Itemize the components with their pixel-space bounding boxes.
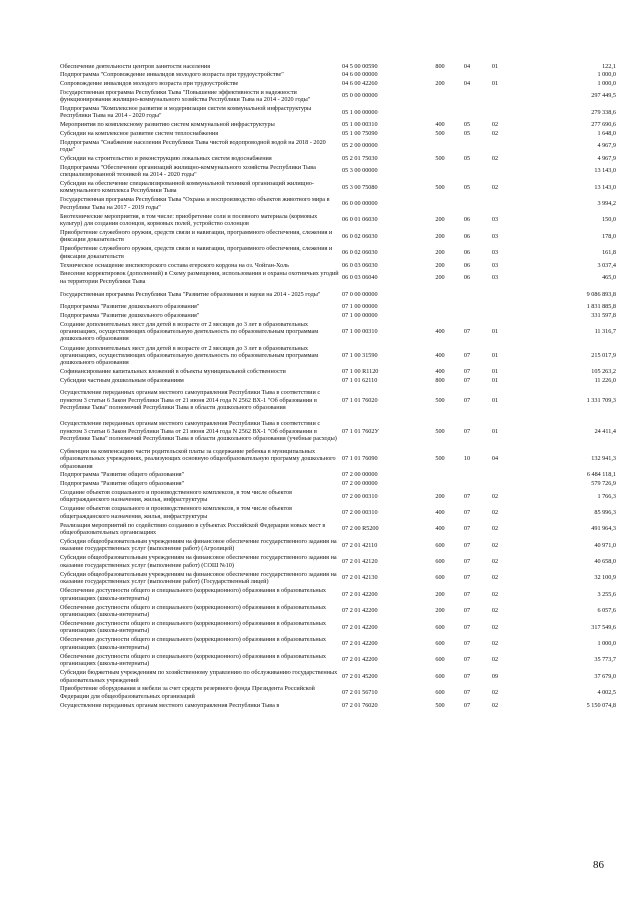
target-article-code: 04 6 00 00000 bbox=[342, 71, 378, 79]
table-row bbox=[60, 603, 620, 619]
amount: 465,0 bbox=[602, 274, 616, 282]
table-row bbox=[60, 376, 620, 385]
row-name: Государственная программа Республики Тыва "Охрана и воспроизводство объектов животного мира в Республике Тыва на 2017 - 2019 годы" bbox=[60, 196, 330, 211]
target-article-code: 05 2 00 00000 bbox=[342, 142, 378, 150]
row-name: Техническое оснащение инспекторского состава егерского кордона на оз. Чойган-Холь bbox=[60, 261, 289, 269]
section-code: 07 bbox=[463, 492, 471, 500]
amount: 3 037,4 bbox=[597, 261, 616, 269]
subsection-code: 02 bbox=[491, 154, 499, 162]
section-code: 07 bbox=[463, 656, 471, 664]
table-row bbox=[60, 245, 620, 261]
row-name: Мероприятия по комплексному развитию систем коммунальной инфраструктуры bbox=[60, 121, 275, 129]
amount: 4 002,5 bbox=[597, 689, 616, 697]
table-row bbox=[60, 471, 620, 480]
target-article-code: 07 2 01 45200 bbox=[342, 672, 378, 680]
amount: 1 766,3 bbox=[597, 492, 616, 500]
amount: 277 690,6 bbox=[591, 121, 616, 129]
amount: 3 994,2 bbox=[597, 200, 616, 207]
amount: 491 964,3 bbox=[591, 525, 616, 533]
row-name: Субсидии на обеспечение специализированной коммунальной техникой организаций жилищно-коммунального комплекса Республики Тыва bbox=[60, 179, 314, 195]
amount: 1 000,0 bbox=[597, 640, 616, 648]
row-name: Обеспечение деятельности центров занятости населения bbox=[60, 62, 211, 70]
target-article-code: 05 1 00 00310 bbox=[342, 121, 378, 129]
section-code: 07 bbox=[463, 701, 471, 709]
target-article-code: 07 2 00 00310 bbox=[342, 492, 378, 500]
row-name: Подпрограмма "Сопровождение инвалидов молодого возраста при трудоустройстве" bbox=[60, 71, 284, 79]
expense-type: 600 bbox=[435, 656, 445, 664]
section-code: 07 bbox=[463, 351, 471, 359]
amount: 1 331 709,3 bbox=[586, 396, 616, 404]
expense-type: 500 bbox=[435, 455, 445, 463]
row-name: Субсидии общеобразовательным учреждениям на финансовое обеспечение государственного задания на оказание государственных услуг (выполнение работ) (Государственный лицей) bbox=[60, 570, 337, 586]
amount: 40 658,0 bbox=[594, 558, 616, 566]
table-row bbox=[60, 504, 620, 520]
expense-type: 800 bbox=[435, 376, 445, 384]
expense-type: 200 bbox=[435, 79, 445, 87]
target-article-code: 07 2 01 56710 bbox=[342, 689, 378, 697]
row-name: Подпрограмма "Развитие общего образования" bbox=[60, 480, 185, 488]
section-code: 07 bbox=[463, 368, 471, 376]
target-article-code: 07 2 01 42120 bbox=[342, 558, 378, 566]
amount: 215 017,9 bbox=[591, 351, 616, 359]
expense-type: 600 bbox=[435, 640, 445, 648]
target-article-code: 06 0 03 06030 bbox=[342, 261, 378, 269]
table-row bbox=[60, 270, 620, 286]
target-article-code: 06 0 01 06030 bbox=[342, 216, 378, 224]
row-name: Приобретение служебного оружия, средств связи и навигации, программного обеспечения, слежения и фиксации доказательств bbox=[60, 229, 333, 244]
expense-type: 400 bbox=[435, 525, 445, 533]
subsection-code: 01 bbox=[491, 376, 499, 384]
amount: 13 143,0 bbox=[594, 183, 616, 191]
row-name: Создание объектов социального и производственного комплексов, в том числе объектов общегражданского назначения, жилья, инфраструктуры bbox=[60, 488, 293, 504]
target-article-code: 07 1 01 76020 bbox=[342, 396, 378, 404]
expense-type: 500 bbox=[435, 701, 445, 709]
target-article-code: 06 0 00 00000 bbox=[342, 200, 378, 207]
target-article-code: 07 2 01 42200 bbox=[342, 590, 378, 598]
expense-type: 200 bbox=[435, 261, 445, 269]
subsection-code: 01 bbox=[491, 351, 499, 359]
target-article-code: 06 0 02 06030 bbox=[342, 232, 378, 240]
table-row bbox=[60, 344, 620, 368]
target-article-code: 05 0 00 00000 bbox=[342, 92, 378, 100]
amount: 85 996,3 bbox=[594, 508, 616, 516]
subsection-code: 02 bbox=[491, 541, 499, 549]
amount: 24 411,4 bbox=[594, 427, 616, 435]
table-row bbox=[60, 138, 620, 154]
subsection-code: 02 bbox=[491, 656, 499, 664]
table-row bbox=[60, 320, 620, 344]
row-name: Создание дополнительных мест для детей в возрасте от 2 месяцев до 3 лет в образовательных организациях, осуществляющих образовательную деятельность по образовательным программам дошкольного образования bbox=[60, 320, 319, 343]
subsection-code: 01 bbox=[491, 396, 499, 404]
section-code: 07 bbox=[463, 640, 471, 648]
table-row bbox=[60, 129, 620, 138]
subsection-code: 03 bbox=[491, 249, 499, 257]
row-name: Осуществление переданных органам местного самоуправления Республики Тыва в bbox=[60, 701, 280, 709]
table-row bbox=[60, 488, 620, 504]
amount: 11 226,0 bbox=[594, 376, 616, 384]
section-code: 06 bbox=[463, 232, 471, 240]
target-article-code: 07 2 01 76020 bbox=[342, 701, 378, 709]
section-code: 07 bbox=[463, 525, 471, 533]
row-name: Субсидии на комплексное развитие систем теплоснабжения bbox=[60, 129, 219, 137]
section-code: 07 bbox=[463, 623, 471, 631]
subsection-code: 02 bbox=[491, 590, 499, 598]
amount: 317 549,6 bbox=[591, 623, 616, 631]
row-name: Подпрограмма "Развитие общего образования" bbox=[60, 471, 185, 479]
table-row bbox=[60, 311, 620, 320]
subsection-code: 04 bbox=[491, 455, 499, 463]
row-name: Подпрограмма "Комплексное развитие и модернизация систем коммунальной инфраструктуры Республики Тыва на 2014 - 2020 годы" bbox=[60, 104, 312, 120]
target-article-code: 07 1 01 7602У bbox=[342, 427, 379, 435]
section-code: 05 bbox=[463, 129, 471, 137]
amount: 161,8 bbox=[602, 249, 616, 257]
expense-type: 500 bbox=[435, 154, 445, 162]
expense-type: 600 bbox=[435, 574, 445, 582]
section-code: 07 bbox=[463, 574, 471, 582]
section-code: 10 bbox=[463, 455, 471, 463]
row-name: Обеспечение доступности общего и специального (коррекционного) образования в образовательных организациях (школы-интернаты) bbox=[60, 652, 326, 668]
section-code: 04 bbox=[463, 62, 471, 70]
table-row bbox=[60, 636, 620, 652]
subsection-code: 03 bbox=[491, 232, 499, 240]
row-name: Субсидии на строительство и реконструкцию локальных систем водоснабжения bbox=[60, 154, 272, 162]
amount: 35 773,7 bbox=[594, 656, 616, 664]
amount: 13 143,0 bbox=[594, 167, 616, 175]
budget-table bbox=[60, 62, 620, 710]
table-row bbox=[60, 652, 620, 668]
table-row bbox=[60, 586, 620, 602]
expense-type: 500 bbox=[435, 129, 445, 137]
amount: 37 679,0 bbox=[594, 672, 616, 680]
section-code: 06 bbox=[463, 216, 471, 224]
table-row bbox=[60, 385, 620, 416]
row-name: Обеспечение доступности общего и специального (коррекционного) образования в образовательных организациях (школы-интернаты) bbox=[60, 619, 326, 635]
target-article-code: 05 1 00 75090 bbox=[342, 129, 378, 137]
target-article-code: 07 0 00 00000 bbox=[342, 290, 378, 298]
table-row bbox=[60, 521, 620, 537]
expense-type: 200 bbox=[435, 216, 445, 224]
subsection-code: 02 bbox=[491, 607, 499, 615]
table-row bbox=[60, 228, 620, 244]
table-row bbox=[60, 154, 620, 163]
amount: 40 971,0 bbox=[594, 541, 616, 549]
amount: 1 000,0 bbox=[597, 79, 616, 87]
row-name: Субсидии частным дошкольным образованиям bbox=[60, 376, 184, 384]
section-code: 05 bbox=[463, 121, 471, 129]
target-article-code: 05 3 00 00000 bbox=[342, 167, 378, 175]
target-article-code: 07 2 01 42200 bbox=[342, 623, 378, 631]
section-code: 07 bbox=[463, 672, 471, 680]
subsection-code: 03 bbox=[491, 274, 499, 282]
row-name: Приобретение оборудования и мебели за счет средств резервного фонда Президента Российской Федерации для общеобразовательных организаций bbox=[60, 685, 315, 700]
section-code: 06 bbox=[463, 274, 471, 282]
target-article-code: 07 1 00 R1120 bbox=[342, 368, 379, 376]
table-row bbox=[60, 416, 620, 447]
target-article-code: 06 0 03 06040 bbox=[342, 274, 378, 282]
row-name: Подпрограмма "Развитие дошкольного образования" bbox=[60, 303, 200, 311]
expense-type: 200 bbox=[435, 232, 445, 240]
amount: 279 338,6 bbox=[591, 108, 616, 116]
subsection-code: 02 bbox=[491, 640, 499, 648]
subsection-code: 01 bbox=[491, 427, 499, 435]
table-row bbox=[60, 447, 620, 471]
row-name: Подпрограмма "Обеспечение организаций жилищно-коммунального хозяйства Республики Тыва специализированной техникой на 2014 - 2020 годы" bbox=[60, 163, 316, 178]
section-code: 05 bbox=[463, 154, 471, 162]
expense-type: 200 bbox=[435, 274, 445, 282]
target-article-code: 07 2 01 42110 bbox=[342, 541, 378, 549]
amount: 1 831 885,8 bbox=[586, 303, 616, 311]
target-article-code: 07 2 00 00000 bbox=[342, 480, 378, 488]
table-row bbox=[60, 668, 620, 684]
table-row bbox=[60, 302, 620, 311]
table-row bbox=[60, 554, 620, 570]
section-code: 06 bbox=[463, 249, 471, 257]
target-article-code: 07 1 00 00000 bbox=[342, 311, 378, 319]
expense-type: 400 bbox=[435, 508, 445, 516]
expense-type: 600 bbox=[435, 541, 445, 549]
target-article-code: 07 2 01 42130 bbox=[342, 574, 378, 582]
expense-type: 400 bbox=[435, 368, 445, 376]
section-code: 07 bbox=[463, 590, 471, 598]
section-code: 07 bbox=[463, 427, 471, 435]
row-name: Осуществление переданных органам местного самоуправления Республики Тыва в соответствии с пунктом 3 статьи 6 Закон Республики Тыва от 21 июня 2014 года N 2562 ВХ-1 "Об образовании в Республике Тыва" полномочий Республики Тыва в области дошкольного образования bbox=[60, 389, 321, 412]
target-article-code: 07 1 00 31590 bbox=[342, 351, 378, 359]
subsection-code: 03 bbox=[491, 216, 499, 224]
table-row bbox=[60, 685, 620, 701]
row-name: Создание объектов социального и производственного комплексов, в том числе объектов общегражданского назначения, жилья, инфраструктуры bbox=[60, 505, 293, 520]
expense-type: 600 bbox=[435, 558, 445, 566]
row-name: Субвенции на компенсацию части родительской платы за содержание ребенка в муниципальных образовательных учреждениях, реализующих основную общеобразовательную программу дошкольного образования bbox=[60, 447, 336, 470]
target-article-code: 07 1 01 76090 bbox=[342, 455, 378, 463]
row-name: Внесение корректировок (дополнений) в Схему размещения, использования и охраны охотничьих угодий на территории Республики Тыва bbox=[60, 270, 339, 285]
amount: 6 057,6 bbox=[597, 607, 616, 615]
amount: 150,0 bbox=[602, 216, 616, 224]
expense-type: 400 bbox=[435, 351, 445, 359]
section-code: 07 bbox=[463, 396, 471, 404]
amount: 9 086 893,8 bbox=[586, 290, 616, 298]
section-code: 07 bbox=[463, 327, 471, 335]
subsection-code: 02 bbox=[491, 558, 499, 566]
table-row bbox=[60, 286, 620, 302]
amount: 32 100,9 bbox=[594, 574, 616, 582]
amount: 579 726,9 bbox=[591, 480, 616, 488]
table-row bbox=[60, 104, 620, 120]
table-row bbox=[60, 701, 620, 710]
subsection-code: 02 bbox=[491, 689, 499, 697]
table-row bbox=[60, 261, 620, 270]
subsection-code: 02 bbox=[491, 623, 499, 631]
expense-type: 500 bbox=[435, 427, 445, 435]
row-name: Осуществление переданных органам местного самоуправления Республики Тыва в соответствии с пунктом 3 статьи 6 Закон Республики Тыва от 21 июня 2014 года N 2562 ВХ-1 "Об образовании в Республике Тыва" полномочий Республики Тыва в области дошкольного образования (учебные расходы) bbox=[60, 420, 337, 443]
row-name: Софинансирование капитальных вложений в объекты муниципальной собственности bbox=[60, 368, 286, 376]
row-name: Биотехнические мероприятия, в том числе: приобретение соли и посевного материала (кормовых культур) для создания солонцов, кормовых полей, устройство солонцов bbox=[60, 212, 318, 228]
target-article-code: 07 2 01 42200 bbox=[342, 640, 378, 648]
amount: 4 967,9 bbox=[597, 154, 616, 162]
row-name: Сопровождение инвалидов молодого возраста при трудоустройстве bbox=[60, 79, 239, 87]
table-row bbox=[60, 570, 620, 586]
target-article-code: 05 1 00 00000 bbox=[342, 108, 378, 116]
subsection-code: 02 bbox=[491, 121, 499, 129]
target-article-code: 04 5 00 00590 bbox=[342, 62, 378, 70]
target-article-code: 07 2 01 42200 bbox=[342, 656, 378, 664]
section-code: 05 bbox=[463, 183, 471, 191]
row-name: Подпрограмма "Развитие дошкольного образования" bbox=[60, 311, 200, 319]
target-article-code: 07 2 00 00310 bbox=[342, 508, 378, 516]
section-code: 04 bbox=[463, 79, 471, 87]
table-row bbox=[60, 196, 620, 212]
row-name: Приобретение служебного оружия, средств связи и навигации, программного обеспечения, слежения и фиксации доказательств bbox=[60, 245, 333, 260]
table-row bbox=[60, 619, 620, 635]
expense-type: 600 bbox=[435, 689, 445, 697]
table-row bbox=[60, 62, 620, 71]
subsection-code: 02 bbox=[491, 129, 499, 137]
section-code: 07 bbox=[463, 376, 471, 384]
amount: 297 449,5 bbox=[591, 92, 616, 100]
target-article-code: 07 1 01 62110 bbox=[342, 376, 378, 384]
target-article-code: 07 1 00 00310 bbox=[342, 327, 378, 335]
amount: 11 316,7 bbox=[594, 327, 616, 335]
row-name: Обеспечение доступности общего и специального (коррекционного) образования в образовательных организациях (школы-интернаты) bbox=[60, 603, 326, 618]
row-name: Обеспечение доступности общего и специального (коррекционного) образования в образовательных организациях (школы-интернаты) bbox=[60, 587, 326, 602]
target-article-code: 05 2 01 75030 bbox=[342, 154, 378, 162]
amount: 4 967,9 bbox=[597, 142, 616, 150]
target-article-code: 06 0 02 06030 bbox=[342, 249, 378, 257]
target-article-code: 04 6 00 42260 bbox=[342, 79, 378, 87]
subsection-code: 02 bbox=[491, 183, 499, 191]
amount: 5 150 074,8 bbox=[586, 701, 616, 709]
page-number: 86 bbox=[593, 859, 604, 871]
row-name: Обеспечение доступности общего и специального (коррекционного) образования в образовательных организациях (школы-интернаты) bbox=[60, 636, 326, 651]
subsection-code: 09 bbox=[491, 672, 499, 680]
amount: 122,1 bbox=[602, 62, 616, 70]
table-row bbox=[60, 71, 620, 80]
table-row bbox=[60, 537, 620, 553]
amount: 132 941,3 bbox=[591, 455, 616, 463]
amount: 6 484 118,1 bbox=[586, 471, 616, 479]
table-row bbox=[60, 79, 620, 88]
amount: 3 255,6 bbox=[597, 590, 616, 598]
expense-type: 800 bbox=[435, 62, 445, 70]
expense-type: 400 bbox=[435, 121, 445, 129]
table-row bbox=[60, 163, 620, 179]
subsection-code: 02 bbox=[491, 701, 499, 709]
target-article-code: 05 3 00 75080 bbox=[342, 183, 378, 191]
section-code: 07 bbox=[463, 541, 471, 549]
amount: 178,0 bbox=[602, 232, 616, 240]
amount: 331 597,8 bbox=[591, 311, 616, 319]
row-name: Государственная программа Республики Тыва "Повышение эффективности и надежности функционирования жилищно-коммунального хозяйства Республики Тыва на 2014 - 2020 годы" bbox=[60, 88, 311, 103]
row-name: Субсидии общеобразовательным учреждениям на финансовое обеспечение государственного задания на оказание государственных услуг (выполнение работ) (Агролицей) bbox=[60, 537, 337, 553]
subsection-code: 01 bbox=[491, 79, 499, 87]
section-code: 07 bbox=[463, 689, 471, 697]
target-article-code: 07 2 00 00000 bbox=[342, 471, 378, 479]
section-code: 07 bbox=[463, 607, 471, 615]
row-name: Реализация мероприятий по содействию созданию в субъектах Российской Федерации новых мест в общеобразовательных организациях bbox=[60, 521, 326, 536]
subsection-code: 03 bbox=[491, 261, 499, 269]
expense-type: 200 bbox=[435, 249, 445, 257]
table-row bbox=[60, 179, 620, 195]
expense-type: 500 bbox=[435, 183, 445, 191]
row-name: Подпрограмма "Снабжение населения Республики Тыва чистой водопроводной водой на 2018 - 2020 годы" bbox=[60, 138, 326, 153]
target-article-code: 07 2 01 42200 bbox=[342, 607, 378, 615]
expense-type: 500 bbox=[435, 396, 445, 404]
target-article-code: 07 1 00 00000 bbox=[342, 303, 378, 311]
row-name: Субсидии общеобразовательным учреждениям на финансовое обеспечение государственного задания на оказание государственных услуг (выполнение работ) (СОШ №10) bbox=[60, 554, 337, 569]
subsection-code: 02 bbox=[491, 508, 499, 516]
subsection-code: 02 bbox=[491, 492, 499, 500]
table-row bbox=[60, 479, 620, 488]
row-name: Субсидии бюджетным учреждениям по хозяйственному управлению по обслуживанию государственных образовательных учреждений bbox=[60, 669, 338, 684]
expense-type: 200 bbox=[435, 607, 445, 615]
subsection-code: 02 bbox=[491, 525, 499, 533]
row-name: Создание дополнительных мест для детей в возрасте от 2 месяцев до 3 лет в образовательных организациях, осуществляющих образовательную деятельность по образовательным программам дошкольного образования bbox=[60, 344, 319, 367]
expense-type: 200 bbox=[435, 492, 445, 500]
section-code: 07 bbox=[463, 558, 471, 566]
subsection-code: 01 bbox=[491, 368, 499, 376]
section-code: 07 bbox=[463, 508, 471, 516]
expense-type: 200 bbox=[435, 590, 445, 598]
subsection-code: 01 bbox=[491, 327, 499, 335]
table-row bbox=[60, 121, 620, 130]
amount: 1 648,0 bbox=[597, 129, 616, 137]
amount: 1 000,0 bbox=[597, 71, 616, 79]
expense-type: 600 bbox=[435, 623, 445, 631]
target-article-code: 07 2 00 R5200 bbox=[342, 525, 379, 533]
row-name: Государственная программа Республики Тыва "Развитие образования и науки на 2014 - 2025 годы" bbox=[60, 290, 321, 298]
subsection-code: 01 bbox=[491, 62, 499, 70]
amount: 105 263,2 bbox=[591, 368, 616, 376]
section-code: 06 bbox=[463, 261, 471, 269]
table-row bbox=[60, 212, 620, 228]
expense-type: 400 bbox=[435, 327, 445, 335]
table-row bbox=[60, 368, 620, 377]
table-row bbox=[60, 88, 620, 104]
expense-type: 600 bbox=[435, 672, 445, 680]
subsection-code: 02 bbox=[491, 574, 499, 582]
